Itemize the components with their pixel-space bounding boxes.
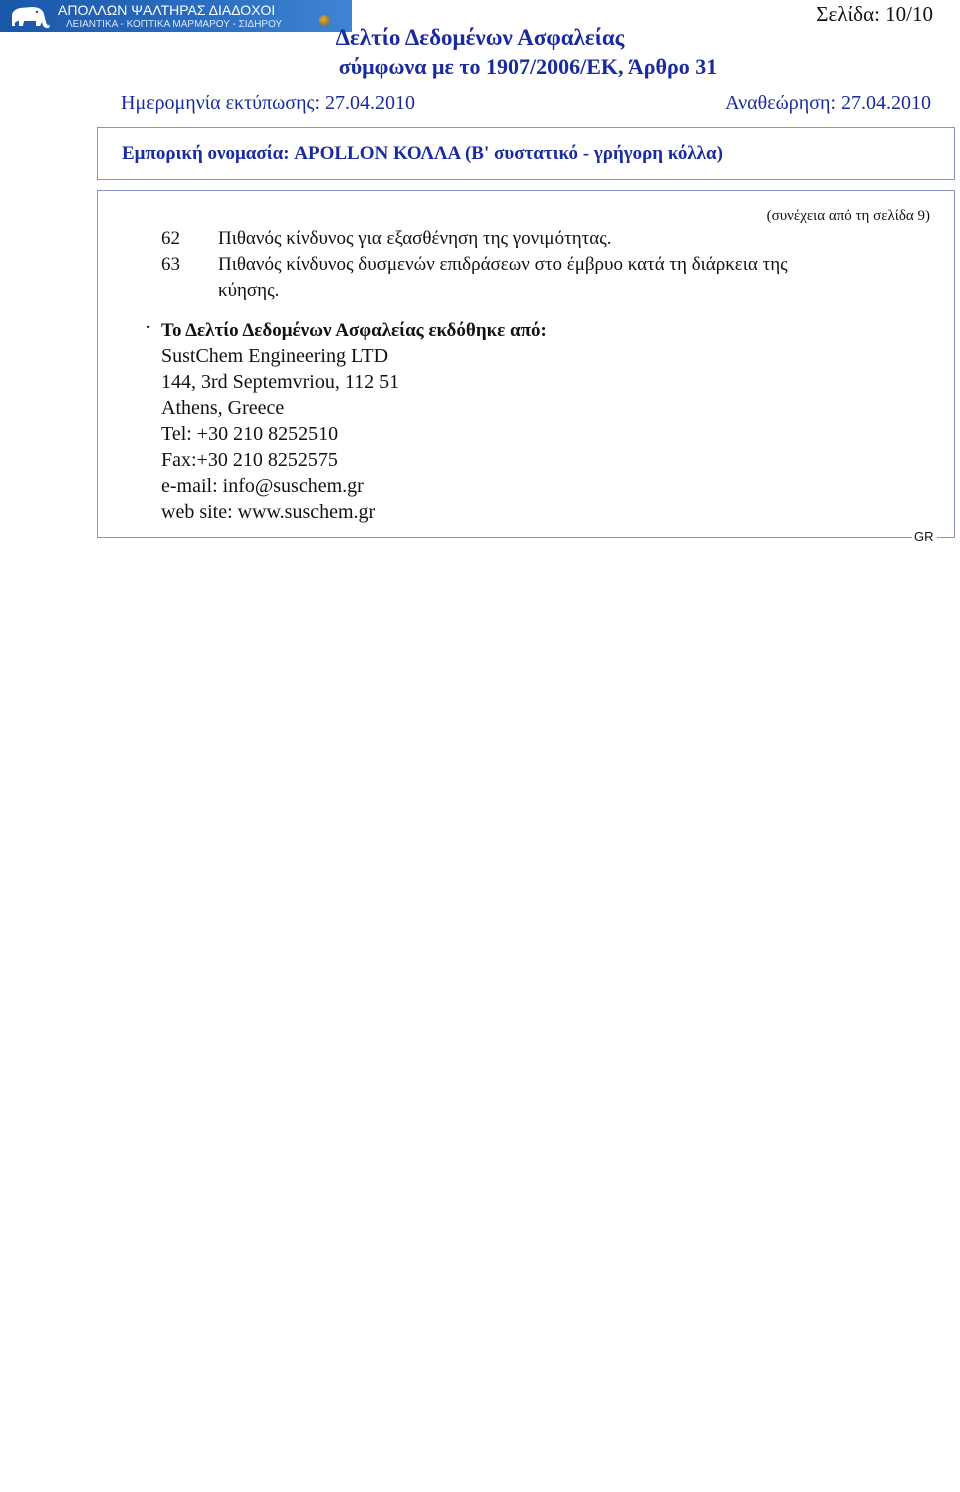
trade-name: Εμπορική ονομασία: APOLLON ΚΟΛΛΑ (B' συστατικό - γρήγορη κόλλα): [122, 143, 723, 164]
hazard-phrase-code: 62: [161, 228, 180, 249]
hazard-phrase-code: 63: [161, 254, 180, 275]
issuer-heading: Το Δελτίο Δεδομένων Ασφαλείας εκδόθηκε από:: [161, 320, 547, 341]
print-date: Ημερομηνία εκτύπωσης: 27.04.2010: [121, 92, 416, 114]
revision-date: Αναθεώρηση: 27.04.2010: [725, 92, 931, 114]
logo-company-name: ΑΠΟΛΛΩΝ ΨΑΛΤΗΡΑΣ ΔΙΑΔΟΧΟΙ: [58, 2, 276, 18]
issuer-email: e-mail: info@suschem.gr: [161, 475, 364, 497]
hazard-phrase-item: [161, 254, 788, 276]
language-code: GR: [914, 529, 934, 544]
logo-tagline: ΛΕΙΑΝΤΙΚΑ - ΚΟΠΤΙΚΑ ΜΑΡΜΑΡΟΥ - ΣΙΔΗΡΟΥ: [66, 19, 283, 30]
bullet-icon: ·: [145, 317, 152, 338]
issuer-phone: Tel: +30 210 8252510: [161, 423, 339, 445]
issuer-fax: Fax:+30 210 8252575: [161, 449, 338, 471]
issuer-address: 144, 3rd Septemvriou, 112 51: [161, 371, 400, 393]
trade-name-box: [97, 127, 955, 180]
footer-divider: [937, 537, 955, 538]
hazard-phrase-continuation: κύησης.: [218, 280, 280, 301]
content-section: [97, 190, 955, 537]
hazard-phrase-item: [161, 228, 612, 250]
hazard-phrase-text: Πιθανός κίνδυνος για εξασθένηση της γονιμότητας.: [218, 228, 612, 249]
footer-divider: [97, 537, 912, 538]
hazard-phrase-text: Πιθανός κίνδυνος δυσμενών επιδράσεων στο έμβρυο κατά τη διάρκεια της: [218, 254, 788, 275]
document-title: Δελτίο Δεδομένων Ασφαλείας: [335, 25, 625, 50]
continued-note: (συνέχεια από τη σελίδα 9): [766, 208, 930, 224]
page-number: Σελίδα: 10/10: [816, 2, 933, 26]
document-subtitle: σύμφωνα με το 1907/2006/ΕΚ, Άρθρο 31: [338, 54, 718, 79]
issuer-city: Athens, Greece: [161, 397, 285, 419]
issuer-website: web site: www.suschem.gr: [161, 501, 376, 523]
issuer-company: SustChem Engineering LTD: [161, 345, 389, 367]
